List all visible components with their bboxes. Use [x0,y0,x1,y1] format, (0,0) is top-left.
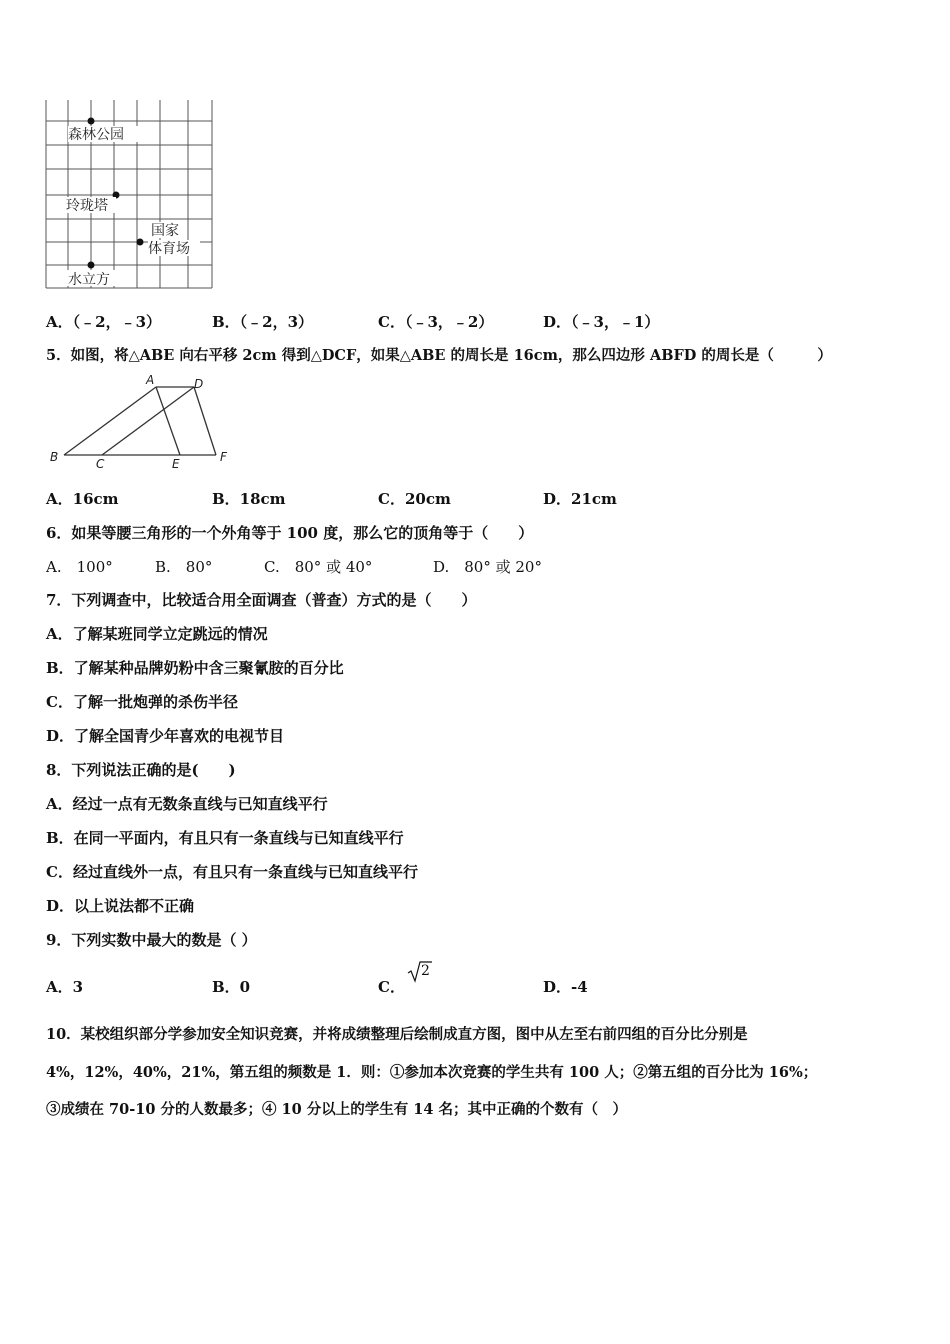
q8-option-b: B．在同一平面内，有且只有一条直线与已知直线平行 [46,829,404,847]
q7-option-b: B．了解某种品牌奶粉中含三聚氰胺的百分比 [46,659,344,677]
q5-option-d: D．21cm [543,490,617,508]
q5-label-d: D [194,377,204,391]
q5-label-e: E [172,457,180,471]
q9-option-b: B．0 [212,978,251,996]
q7-option-d: D．了解全国青少年喜欢的电视节目 [46,727,285,745]
map-label-national: 国家 [151,223,179,239]
q10-line-3: ③成绩在 70-10 分的人数最多；④ 10 分以上的学生有 14 名；其中正确的个数有（ ） [46,1101,628,1118]
q8-stem: 8．下列说法正确的是( ) [46,761,236,779]
q9-option-a: A．3 [46,978,84,996]
q5-label-f: F [220,450,227,464]
q6-option-c: C. 80° 或 40° [264,558,373,576]
q9-sqrt-expression [407,959,433,983]
map-label-linglong-tower: 玲珑塔 [66,198,108,214]
q10-line-2: 4%，12%，40%，21%，第五组的频数是 1．则：①参加本次竞赛的学生共有 100 人；②第五组的百分比为 16%； [46,1064,818,1081]
q4-option-c: C．（﹣3，﹣2） [378,313,494,331]
q7-option-c: C．了解一批炮弹的杀伤半径 [46,693,238,711]
q4-option-d: D．（﹣3，﹣1） [543,313,660,331]
q5-label-a: A [146,373,155,387]
q4-option-a: A．（﹣2，﹣3） [46,313,162,331]
q5-option-c: C．20cm [378,490,451,508]
q6-stem: 6．如果等腰三角形的一个外角等于 100 度，那么它的顶角等于（ ） [46,524,534,542]
forest-park-point [88,118,95,125]
q5-option-a: A．16cm [46,490,119,508]
q5-stem: 5．如图，将△ABE 向右平移 2cm 得到△DCF，如果△ABE 的周长是 16cm，那么四边形 ABFD 的周长是（ ） [46,347,832,364]
map-label-water-cube: 水立方 [68,272,110,288]
q10-line-1: 10．某校组织部分学参加安全知识竞赛，并将成绩整理后绘制成直方图，图中从左至右前四组的百分比分别是 [46,1026,748,1043]
q9-stem: 9．下列实数中最大的数是（ ） [46,931,257,949]
national-stadium-point [137,239,144,246]
q5-label-b: B [50,450,59,464]
q5-option-b: B．18cm [212,490,286,508]
map-label-stadium: 体育场 [148,241,190,257]
map-grid-figure [40,95,220,295]
q6-option-b: B. 80° [155,558,213,576]
water-cube-point [88,262,95,269]
q6-option-d: D. 80° 或 20° [433,558,542,576]
q7-stem: 7．下列调查中，比较适合用全面调查（普查）方式的是（ ） [46,591,477,609]
q9-option-c: C． [378,978,405,996]
q4-option-b: B．（﹣2，3） [212,313,314,331]
q8-option-c: C．经过直线外一点，有且只有一条直线与已知直线平行 [46,863,418,881]
q8-option-d: D．以上说法都不正确 [46,897,195,915]
q5-label-c: C [96,457,105,471]
q6-option-a: A. 100° [46,558,113,576]
q9-option-d: D．-4 [543,978,588,996]
map-label-forest-park: 森林公园 [68,127,124,143]
q9-sqrt-radicand: 2 [421,963,430,979]
q7-option-a: A．了解某班同学立定跳远的情况 [46,625,268,643]
q5-translation-figure [44,372,244,472]
q8-option-a: A．经过一点有无数条直线与已知直线平行 [46,795,328,813]
